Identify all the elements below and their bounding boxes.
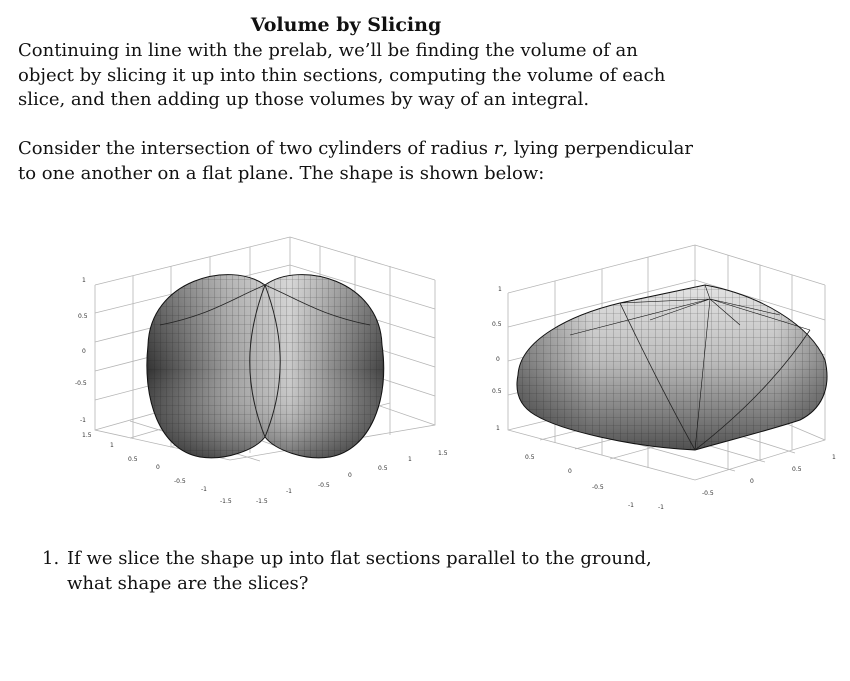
- z-tick: 1: [496, 425, 500, 432]
- x-tick: -0.5: [592, 484, 604, 491]
- figure-cylinders-rotated-view: [480, 225, 845, 525]
- y-tick: -0.5: [318, 482, 330, 489]
- y-tick: -0.5: [702, 490, 714, 497]
- y-tick: -1.5: [256, 498, 268, 505]
- right-axis-tick-labels: [658, 454, 836, 511]
- x-tick: 0: [568, 468, 572, 475]
- z-tick: 0.5: [492, 388, 502, 395]
- x-tick: 0.5: [525, 454, 535, 461]
- consider-text-before: Consider the intersection of two cylinders of radius: [18, 138, 494, 159]
- question-text: If we slice the shape up into flat sections parallel to the ground, what shape are the slices?: [67, 548, 652, 594]
- radius-variable: r: [493, 138, 503, 159]
- x-tick: -0.5: [174, 478, 186, 485]
- y-tick: 0: [348, 472, 352, 479]
- left-axis-tick-labels: [525, 454, 634, 509]
- x-tick: 0: [156, 464, 160, 471]
- z-tick: 1: [498, 286, 502, 293]
- x-tick: -1: [201, 486, 207, 493]
- z-tick: 0.5: [78, 313, 88, 320]
- consider-text-after: , lying perpendicular to one another on a flat plane. The shape is shown below:: [18, 138, 693, 184]
- figure-cylinders-side-view: [70, 225, 460, 525]
- y-tick: -1: [658, 504, 664, 511]
- z-tick: 1: [82, 277, 86, 284]
- y-tick: 0.5: [378, 465, 388, 472]
- z-tick-labels: [492, 286, 502, 432]
- y-tick: 0: [750, 478, 754, 485]
- z-tick-labels: [75, 277, 88, 424]
- y-tick: 1: [408, 456, 412, 463]
- cylinders-surface: [510, 275, 840, 465]
- z-tick: 0: [82, 348, 86, 355]
- right-axis-tick-labels: [256, 450, 448, 505]
- x-tick: 0.5: [128, 456, 138, 463]
- cylinders-surface: [140, 255, 390, 465]
- page-title: Volume by Slicing: [250, 14, 442, 36]
- question-number: 1.: [42, 548, 60, 569]
- x-tick: 1: [110, 442, 114, 449]
- z-tick: -0.5: [75, 380, 87, 387]
- intro-paragraph: Continuing in line with the prelab, we’ll be finding the volume of an object by slicing it up into thin sections, computing the volume of each slice, and then adding up those volumes by way of an integral.: [18, 40, 666, 110]
- z-tick: 0.5: [492, 321, 502, 328]
- consider-paragraph: [18, 137, 698, 186]
- y-tick: -1: [286, 488, 292, 495]
- z-tick: -1: [80, 417, 86, 424]
- z-tick: 0: [496, 356, 500, 363]
- y-tick: 0.5: [792, 466, 802, 473]
- y-tick: 1.5: [438, 450, 448, 457]
- y-tick: 1: [832, 454, 836, 461]
- x-tick: -1: [628, 502, 634, 509]
- x-tick: -1.5: [220, 498, 232, 505]
- x-tick: 1.5: [82, 432, 92, 439]
